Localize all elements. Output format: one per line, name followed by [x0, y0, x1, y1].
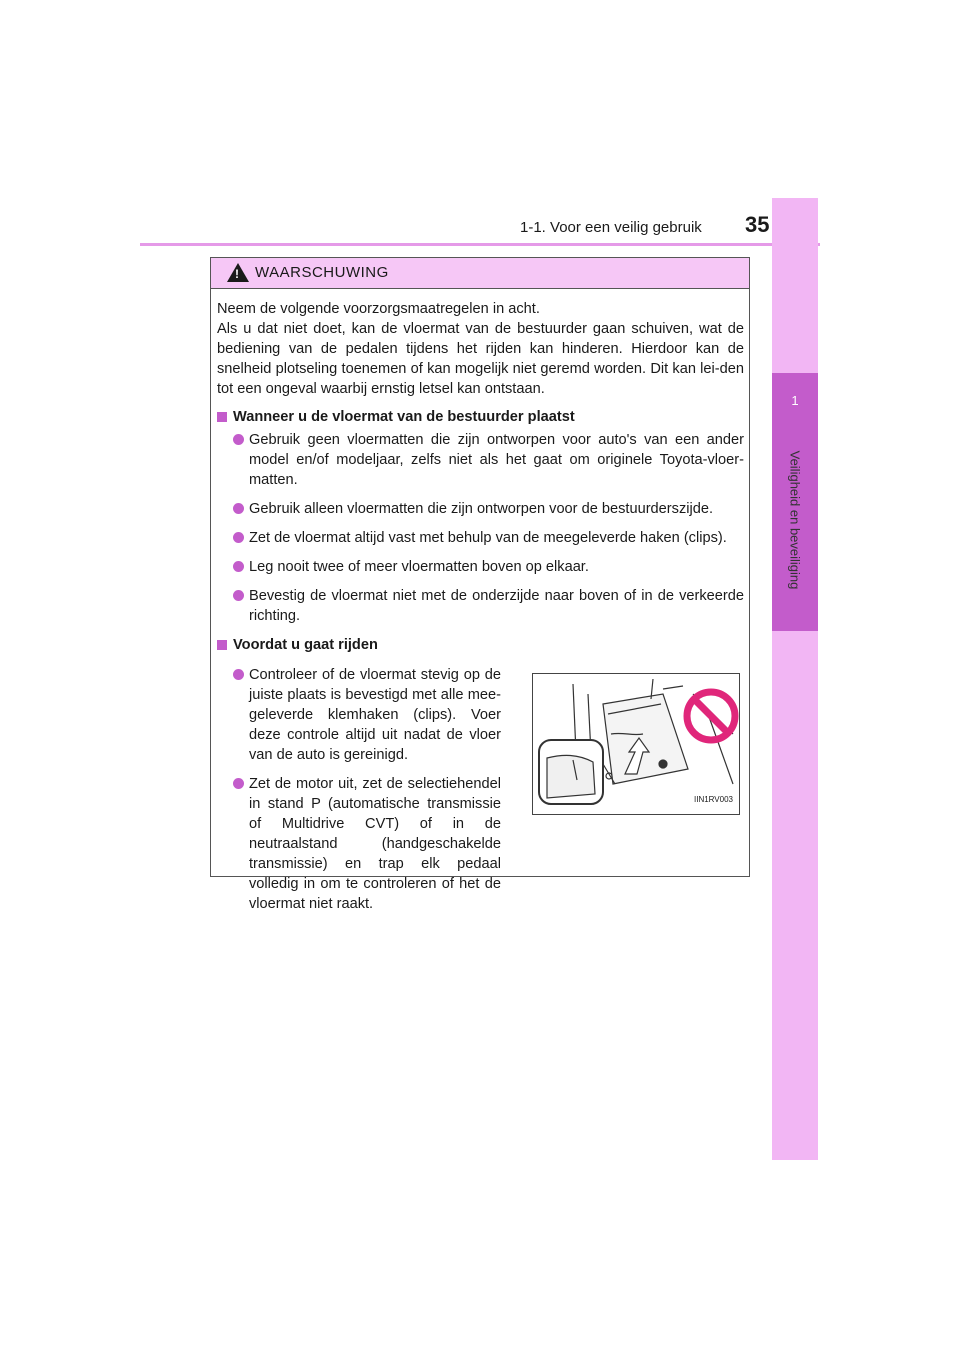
list-item: Leg nooit twee of meer vloermatten boven op elkaar.: [217, 557, 744, 577]
warning-body: [211, 289, 749, 914]
warning-title: WAARSCHUWING: [255, 264, 389, 281]
intro-consequence: Als u dat niet doet, kan de vloermat van de bestuurder gaan schuiven, wat de bediening van de pedalen tijdens het rijden kan hinderen. Hierdoor kan de snelheid plotseling toenemen of kan mogelijk niet geremd worden. Dit kan lei-den tot een ongeval waarbij ernstig letsel kan ontstaan.: [217, 321, 744, 397]
chapter-label: Veiligheid en beveiliging: [787, 450, 803, 590]
list-item: Zet de vloermat altijd vast met behulp van de meegeleverde haken (clips).: [217, 528, 744, 548]
figure-code: IIN1RV003: [694, 795, 733, 804]
list-item: Gebruik alleen vloermatten die zijn ontworpen voor de bestuurderszijde.: [217, 499, 744, 519]
warning-header: [211, 258, 749, 289]
chapter-number: 1: [791, 393, 799, 408]
floor-mat-illustration: [532, 673, 740, 815]
page-number: 35: [745, 212, 770, 237]
before-driving-content: [217, 665, 744, 914]
section-heading-before-driving: Voordat u gaat rijden: [217, 635, 744, 655]
list-item: Gebruik geen vloermatten die zijn ontworpen voor auto's van een ander model en/of modeljaar, zelfs niet als het gaat om originele Toyota-vloer-matten.: [217, 430, 744, 490]
list-item: Zet de motor uit, zet de selectiehendel in stand P (automatische transmissie of Multidrive CVT) of in de neutraalstand (handgeschakelde transmissie) en trap elk pedaal volledig in om te controleren of het de vloermat niet raakt.: [217, 774, 501, 914]
warning-intro: [217, 299, 744, 399]
warning-triangle-icon: [227, 263, 249, 282]
list-item: Controleer of de vloermat stevig op de juiste plaats is bevestigd met alle mee-geleverde klemhaken (clips). Voer deze controle altijd uit nadat de vloer van de auto is gereinigd.: [217, 665, 501, 765]
before-driving-text: [217, 665, 501, 914]
section-heading-placing: Wanneer u de vloermat van de bestuurder plaatst: [217, 407, 744, 427]
intro-line: Neem de volgende voorzorgsmaatregelen in acht.: [217, 301, 540, 317]
warning-box: [210, 257, 750, 912]
list-item: Bevestig de vloermat niet met de onderzijde naar boven of in de verkeerde richting.: [217, 586, 744, 626]
prohibition-icon: [687, 692, 735, 740]
section-title: 1-1. Voor een veilig gebruik: [520, 219, 702, 236]
header-rule: [140, 243, 820, 246]
chapter-side-tab: [772, 198, 818, 1160]
